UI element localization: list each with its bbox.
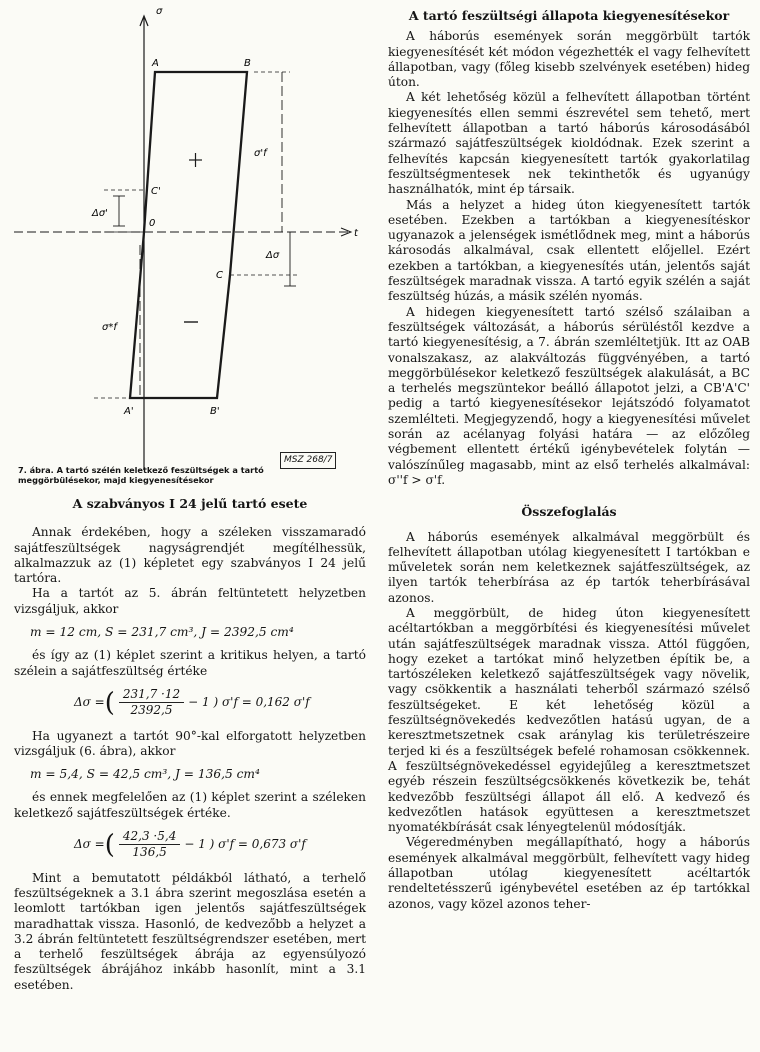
- point-o: 0: [149, 218, 156, 229]
- paragraph: A háborús események alkalmával meggörbült és felhevített állapotban utólag kiegyenesített I tartókban e műveletek során nem keletkeznek sajátfeszültségek, az ilyen tartók teherbírása az ép tartók teherbírásával azonos.: [388, 529, 750, 605]
- figure-caption: 7. ábra. A tartó szélén keletkező feszültségek a tartó meggörbülésekor, majd kiegyenesítésekor: [18, 465, 264, 485]
- stamp: MSZ 268/7: [280, 452, 336, 469]
- paragraph: A meggörbült, de hideg úton kiegyenesített acéltartókban a meggörbítési és kiegyenesítési művelet után sajátfeszültségek maradnak vissza. Attól függően, hogy ezeket a tartókat minő helyzetben építik be, a tartószéleken keletkező sajátfeszültségek vagy növelik, vagy csökkentik a használati teherből származó szélső feszültségeket. E két lehetőség közül a feszültségnövekedés kedvezőtlen hatású ugyan, de a keresztmetszetnek csak aránylag kis területrészeire terjed ki és a feszültségek befelé rohamosan csökkennek. A feszültségnövekedéssel egyidejűleg a keresztmetszet egyéb részein feszültségcsökkenés következik be, tehát kedvezőbb feszültségi állapot áll elő. A kedvező és kedvezőtlen hatások együttesen a keresztmetszet nyomatékbírását csak lényegtelenül módosítják.: [388, 605, 750, 835]
- equation-1: m = 12 cm, S = 231,7 cm³, J = 2392,5 cm⁴: [30, 625, 294, 640]
- point-b-prime: B': [210, 406, 220, 417]
- point-c-prime: C': [151, 186, 161, 197]
- section-heading-i24: A szabványos I 24 jelű tartó esete: [72, 496, 308, 511]
- right-column: [388, 0, 750, 912]
- sigma-axis-label: σ: [156, 6, 163, 17]
- fraction: $\frac{231,7 \cdot 12}{2392,5}$: [119, 687, 184, 719]
- path-oabc: [144, 72, 247, 275]
- delta-sigma-label: Δσ: [266, 250, 280, 261]
- t-axis-label: t: [354, 228, 358, 239]
- path-cbac: [130, 232, 230, 398]
- fraction: $\frac{42,3 \cdot 5,4}{136,5}$: [119, 829, 180, 861]
- paragraph: Ha ugyanezt a tartót 90°-kal elforgatott helyzetben vizsgáljuk (6. ábra), akkor: [14, 728, 366, 758]
- section-heading-summary: Összefoglalás: [521, 504, 617, 520]
- paragraph: Végeredményben megállapítható, hogy a háborús események alkalmával meggörbült, felhevített vagy hideg állapotban utólag kiegyenesített acéltartók rendeltetésszerű igénybevétel esetében az ép tartókkal azonos, vagy közel azonos teher-: [388, 835, 750, 911]
- paragraph: Más a helyzet a hideg úton kiegyenesített tartók esetében. Ezekben a tartókban a kiegyenesítéskor ugyanazok a jelenségek ismétlődnek meg, mint a háborús károsodás alkalmával, csak ellentett előjellel. Ezért ezekben a tartókban, a kiegyenesítés után, jelentős saját feszültségek maradnak vissza. A tartó egyik szélén a saját feszültség húzás, a másik szélén nyomás.: [388, 197, 750, 304]
- point-b: B: [244, 58, 251, 69]
- paragraph: A háborús események során meggörbült tartók kiegyenesítését két módon végezhették el vagy felhevített állapotban, vagy (főleg kisebb szelvények esetében) hideg úton.: [388, 29, 750, 90]
- equation-3: m = 5,4, S = 42,5 cm³, J = 136,5 cm⁴: [30, 767, 260, 782]
- paragraph: A hidegen kiegyenesített tartó szélső szálaiban a feszültségek változását, a háborús sérüléstől kezdve a tartó kiegyenesítésig, a 7. ábrán szemléltetjük. Itt az OAB vonalszakasz, az alakváltozás függvényében, a tartó meggörbülésekor keletkező feszültségek alakulását, a BC a terhelés megszüntekor beálló állapotot jelzi, a CB'A'C' pedig a tartó kiegyenesítésekor lejátszódó folyamatot szemlélteti. Megjegyzendő, hogy a kiegyenesítési művelet során az acélanyag folyási határa — az előzőleg végbement ellentett értékű igénybevételek folytán — valószínűleg magasabb, mint az első terhelés alkalmával: σ''f > σ'f.: [388, 304, 750, 487]
- paragraph: és ennek megfelelően az (1) képlet szerint a széleken keletkező sajátfeszültségek értéke.: [14, 790, 366, 820]
- sigma-f-label: σ'f: [254, 148, 267, 159]
- paragraph: Ha a tartót az 5. ábrán feltüntetett helyzetben vizsgáljuk, akkor: [14, 586, 366, 616]
- stress-diagram: [14, 0, 366, 470]
- paragraph: A két lehetőség közül a felhevített állapotban történt kiegyenesítés ellen semmi észrevétel sem tehető, mert felhevített állapotban a tartó háborús károsodásából származó sajátfeszültségek kioldódnak. Ezek szerint a felhevítés kapcsán kiegyenesített tartók gyakorlatilag feszültségmentesek nek tekinthetők és ugyanúgy használhatók, mint ép társaik.: [388, 90, 750, 197]
- delta-sigma-prime-label: Δσ': [92, 208, 108, 219]
- sigma-f-star-label: σ*f: [102, 322, 117, 333]
- section-heading-state: A tartó feszültségi állapota kiegyenesítésekor: [408, 8, 730, 23]
- left-column: [14, 0, 366, 993]
- paragraph: Annak érdekében, hogy a széleken visszamaradó sajátfeszültségek nagyságrendjét megítélhessük, alkalmazzuk az (1) képletet egy szabványos I 24 jelű tartóra.: [14, 525, 366, 586]
- point-a: A: [152, 58, 159, 69]
- figure-7: [14, 0, 366, 485]
- point-a-prime: A': [124, 406, 134, 417]
- equation-2: Δσ = ( $\frac{231,7 \cdot 12}{2392,5}$ − 1 ) σ'f = 0,162 σ'f: [74, 686, 310, 718]
- paragraph: és így az (1) képlet szerint a kritikus helyen, a tartó szélein a sajátfeszültség értéke: [14, 648, 366, 678]
- equation-4: Δσ = ( $\frac{42,3 \cdot 5,4}{136,5}$ − 1 ) σ'f = 0,673 σ'f: [74, 829, 306, 860]
- point-c: C: [216, 270, 223, 281]
- paragraph: Mint a bemutatott példákból látható, a terhelő feszültségeknek a 3.1 ábra szerint megoszlása esetén a leomlott tartókban igen jelentős sajátfeszültségek maradhattak vissza. Hasonló, de kedvezőbb a helyzet a 3.2 ábrán feltüntetett feszültségrendszer esetében, mert a terhelő feszültségek ábrája az egyensúlyozó feszültségek ábrájához inkább hasonlít, mint a 3.1 esetében.: [14, 870, 366, 992]
